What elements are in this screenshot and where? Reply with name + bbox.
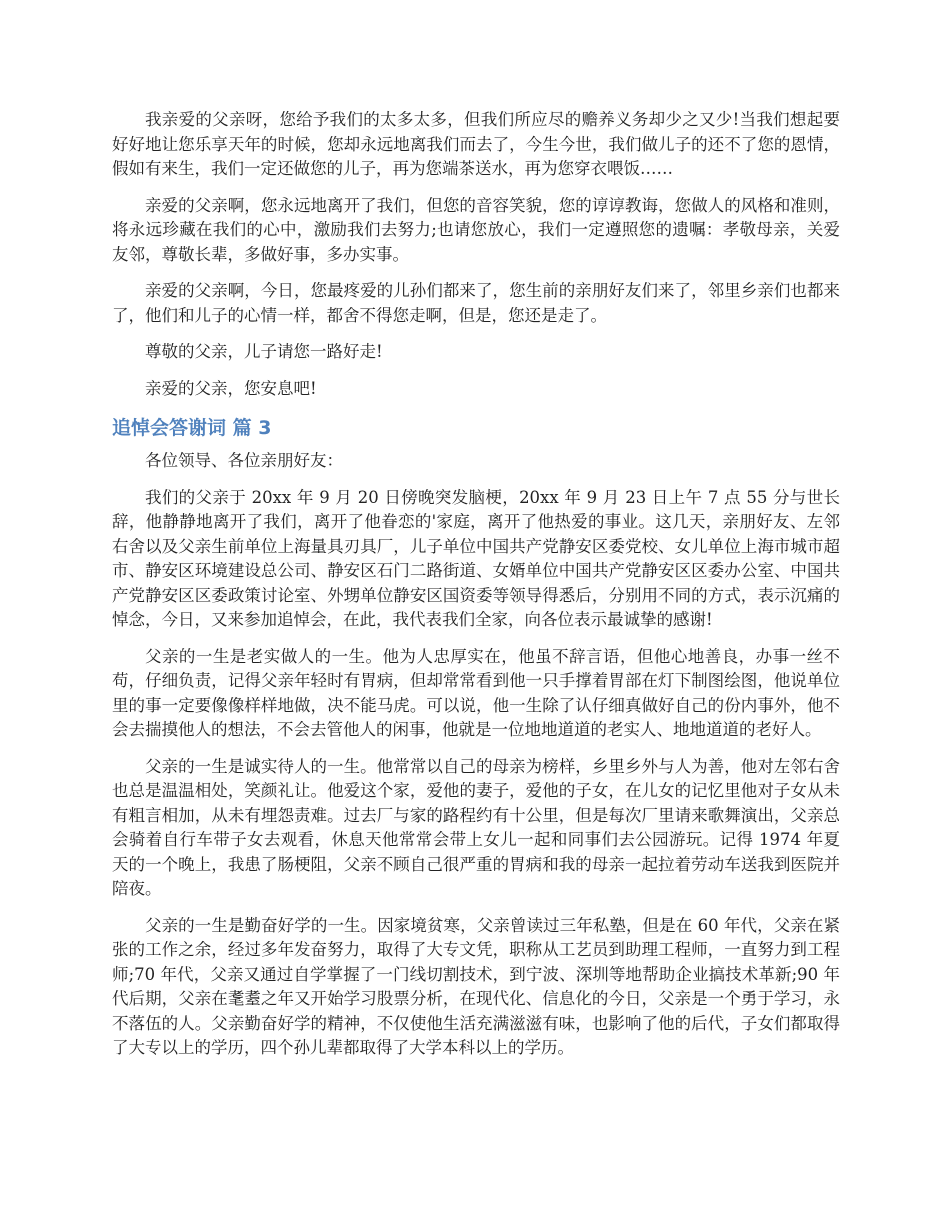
paragraph: 各位领导、各位亲朋好友： [145, 451, 343, 470]
section-heading: 追悼会答谢词 篇 3 [112, 417, 272, 439]
document-page [112, 108, 840, 1073]
paragraph: 亲爱的父亲，您安息吧! [145, 378, 317, 398]
paragraph: 父亲的一生是老实做人的一生。他为人忠厚实在，他虽不辞言语，但他心地善良，办事一丝不苟，仔细负责，记得父亲年轻时有胃病，但却常常看到他一只手撑着胃部在灯下制图绘图，他说单位里的事一定要像像样样地做，决不能马虎。可以说，他一生除了认仔细真做好自己的份内事外，他不会去揣摸他人的想法，不会去管他人的闲事，他就是一位地地道道的老实人、地地道道的老好人。 [112, 646, 840, 739]
paragraph: 亲爱的父亲啊，今日，您最疼爱的儿孙们都来了，您生前的亲朋好友们来了，邻里乡亲们也都来了，他们和儿子的心情一样，都舍不得您走啊，但是，您还是走了。 [112, 281, 840, 325]
paragraph: 父亲的一生是诚实待人的一生。他常常以自己的母亲为榜样，乡里乡外与人为善，他对左邻右舍也总是温温相处，笑颜礼让。他爱这个家，爱他的妻子，爱他的子女，在儿女的记忆里他对子女从未有粗言相加，从未有埋怨责难。过去厂与家的路程约有十公里，但是每次厂里请来歌舞演出，父亲总会骑着自行车带子女去观看，休息天他常常会带上女儿一起和同事们去公园游玩。记得 1974 年夏天的一个晚上，我患了肠梗阻，父亲不顾自己很严重的胃病和我的母亲一起拉着劳动车送我到医院并陪夜。 [112, 756, 840, 898]
paragraph: 亲爱的父亲啊，您永远地离开了我们，但您的音容笑貌，您的谆谆教诲，您做人的风格和准则，将永远珍藏在我们的心中，激励我们去努力;也请您放心，我们一定遵照您的遗嘱：孝敬母亲，关爱友邻，尊敬长辈，多做好事，多办实事。 [112, 195, 840, 264]
paragraph: 尊敬的父亲，儿子请您一路好走! [145, 342, 383, 361]
paragraph: 父亲的一生是勤奋好学的一生。因家境贫寒，父亲曾读过三年私塾，但是在 60 年代，父亲在紧张的工作之余，经过多年发奋努力，取得了大专文凭，职称从工艺员到助理工程师，一直努力到工程师;70 年代，父亲又通过自学掌握了一门线切割技术，到宁波、深圳等地帮助企业搞技术革新;90 年代后期，父亲在耄耋之年又开始学习股票分析，在现代化、信息化的今日，父亲是一个勇于学习，永不落伍的人。父亲勤奋好学的精神，不仅使他生活充满滋滋有味，也影响了他的后代，子女们都取得了大专以上的学历，四个孙儿辈都取得了大学本科以上的学历。 [112, 915, 840, 1057]
paragraph: 我亲爱的父亲呀，您给予我们的太多太多，但我们所应尽的赡养义务却少之又少!当我们想起要好好地让您乐享天年的时候，您却永远地离我们而去了，今生今世，我们做儿子的还不了您的恩情，假如有来生，我们一定还做您的儿子，再为您端茶送水，再为您穿衣喂饭…… [112, 110, 840, 178]
paragraph: 我们的父亲于 20xx 年 9 月 20 日傍晚突发脑梗，20xx 年 9 月 23 日上午 7 点 55 分与世长辞，他静静地离开了我们，离开了他眷恋的'家庭，离开了他热爱的事业。这几天，亲朋好友、左邻右舍以及父亲生前单位上海量具刃具厂，儿子单位中国共产党静安区委党校、女儿单位上海市城市超市、静安区环境建设总公司、静安区石门二路街道、女婿单位中国共产党静安区区委办公室、中国共产党静安区区委政策讨论室、外甥单位静安区国资委等领导得悉后，分别用不同的方式，表示沉痛的悼念，今日，又来参加追悼会，在此，我代表我们全家，向各位表示最诚挚的感谢! [112, 487, 840, 629]
